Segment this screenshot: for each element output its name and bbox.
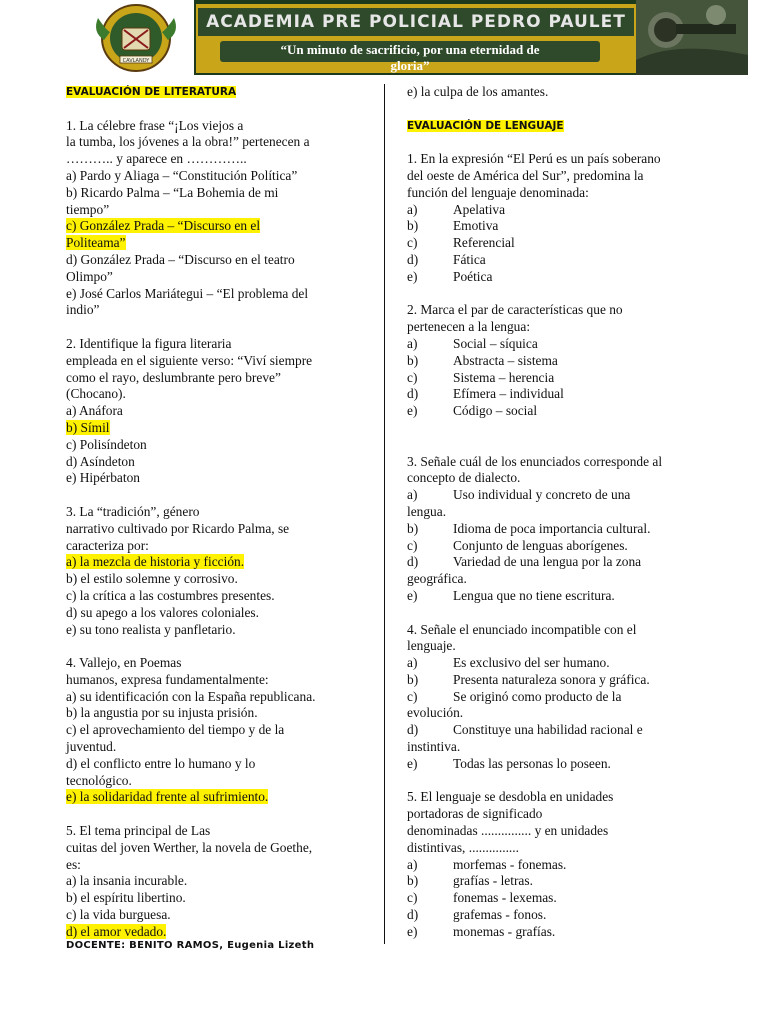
lit-question-4: 4. Vallejo, en Poemas humanos, expresa fundamentalmente: a) su identificación con la España republicana. b) la angustia por su injusta prisión. c) el aprovechamiento del tiempo y de la juventud. d) el conflicto entre lo humano y lo tecnológico. e) la solidaridad frente al sufrimiento. [66, 655, 316, 805]
column-divider [384, 84, 385, 944]
slogan: “Un minuto de sacrificio, por una eternidad de gloria” [280, 42, 540, 73]
teacher-name: DOCENTE: BENITO RAMOS, Eugenia Lizeth [66, 940, 315, 951]
lit-q4-answer: e) la solidaridad frente al sufrimiento. [66, 789, 269, 805]
svg-text:CAVLANDY: CAVLANDY [122, 58, 150, 64]
language-column [407, 84, 717, 941]
lit-question-2: 2. Identifique la figura literaria empleada en el siguiente verso: “Viví siempre como el rayo, deslumbrante pero breve” (Chocano). a) Anáfora b) Símil c) Polisíndeton d) Asíndeton e) Hipérbaton [66, 335, 313, 486]
lang-question-1: 1. En la expresión “El Perú es un país soberano del oeste de América del Sur”, predomina la función del lenguaje denominada: a) Apelativa b) Emotiva c) Referencial d) Fática e) Poética [407, 151, 661, 284]
lang-question-4: 4. Señale el enunciado incompatible con el lenguaje. a) Es exclusivo del ser humano. b) Presenta naturaleza sonora y gráfica. c) Se originó como producto de la evolución. d) Constituye una habilidad racional e instintiva. e) Todas las personas lo poseen. [407, 621, 650, 771]
literature-column [66, 84, 382, 941]
lang-question-2: 2. Marca el par de características que no pertenecen a la lengua: a) Social – síquica b) Abstracta – sistema c) Sistema – herencia d) Efímera – individual e) Código – social [407, 302, 623, 419]
lit-q2-answer: b) Símil [66, 419, 110, 435]
lit-question-3: 3. La “tradición”, género narrativo cultivado por Ricardo Palma, se caracteriza por: a) la mezcla de historia y ficción. b) el estilo solemne y corrosivo. c) la crítica a las costumbres presentes. d) su apego a los valores coloniales. e) su tono realista y panfletario. [66, 503, 290, 637]
lang-question-5: 5. El lenguaje se desdobla en unidades portadoras de significado denominadas ............... y en unidades distintivas, ............... a) morfemas - fonemas. b) grafías - letras. c) fonemas - lexemas. d) grafemas - fonos. e) monemas - grafías. [407, 789, 614, 939]
lang-question-3: 3. Señale cuál de los enunciados corresponde al concepto de dialecto. a) Uso individual y concreto de una lengua. b) Idioma de poca importancia cultural. c) Conjunto de lenguas aborígenes. d) Variedad de una lengua por la zona geográfica. e) Lengua que no tiene escritura. [407, 453, 663, 603]
lit-question-5: 5. El tema principal de Las cuitas del joven Werther, la novela de Goethe, es: a) la insania incurable. b) el espíritu libertino. c) la vida burguesa. d) el amor vedado. [66, 823, 313, 939]
academy-title: ACADEMIA PRE POLICIAL PEDRO PAULET [206, 12, 626, 32]
language-heading: EVALUACIÓN DE LENGUAJE [407, 119, 564, 132]
title-bar [198, 8, 634, 36]
lit-q5-answer: d) el amor vedado. [66, 923, 167, 939]
lit-q3-answer: a) la mezcla de historia y ficción. [66, 554, 245, 570]
literature-heading: EVALUACIÓN DE LITERATURA [66, 86, 237, 98]
lit-q5-option-e: e) la culpa de los amantes. [407, 84, 549, 99]
soldier-photo [636, 0, 748, 75]
lit-q1-answer: c) González Prada – “Discurso en el [66, 218, 261, 234]
academy-logo [78, 0, 194, 75]
lit-question-1: 1. La célebre frase “¡Los viejos a la tumba, los jóvenes a la obra!” pertenecen a ……….. y aparece en ………….. a) Pardo y Aliaga – “Constitución Política” b) Ricardo Palma – “La Bohemia de mi tiempo” c) González Prada – “Discurso en el Politeama” d) González Prada – “Discurso en el teatro Olimpo” e) José Carlos Mariátegui – “El problema del indio” [66, 117, 310, 318]
